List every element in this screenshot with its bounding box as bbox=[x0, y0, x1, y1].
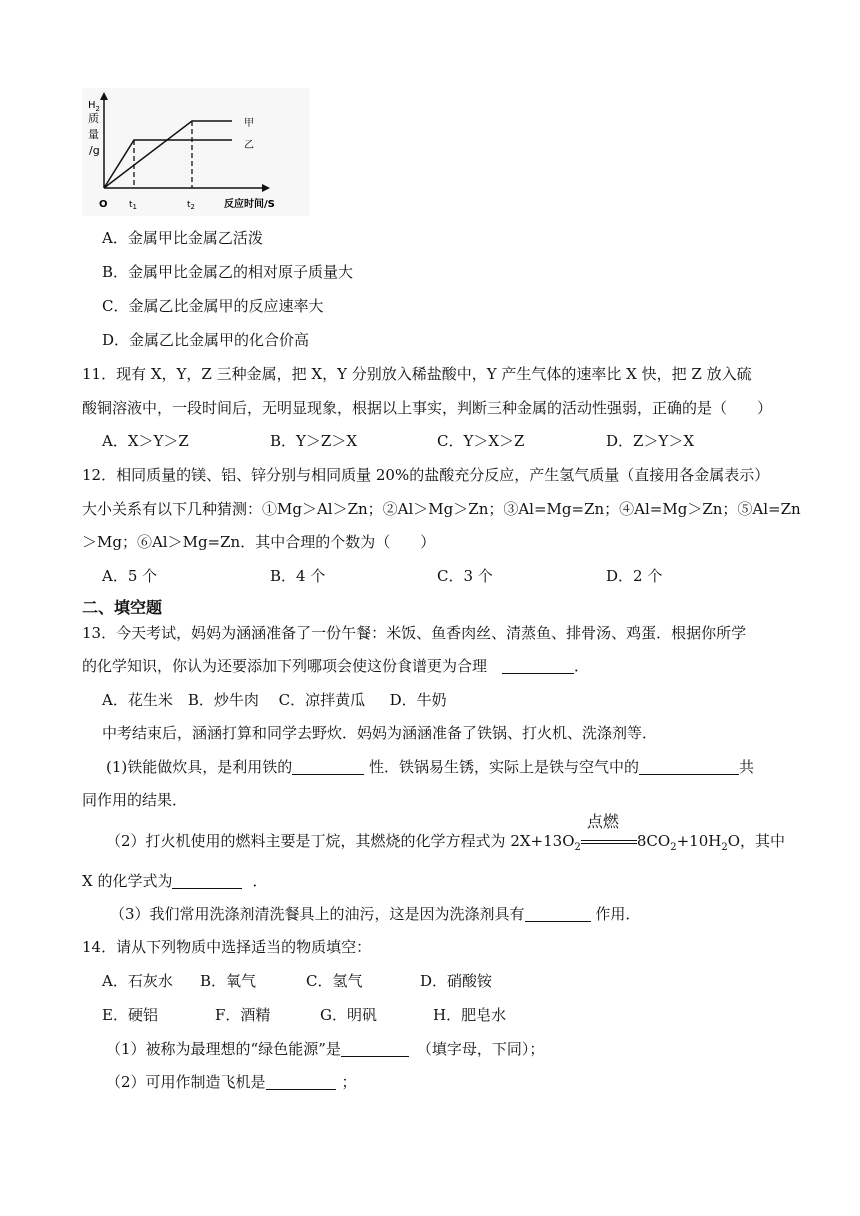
q14-part2 bbox=[106, 1071, 357, 1093]
q13-p2-sub: 2 bbox=[574, 842, 581, 853]
q13-p1-blank2[interactable] bbox=[639, 758, 739, 775]
q14-option-e: E．硬铝 bbox=[102, 1006, 158, 1024]
q12-option-a: A．5 个 bbox=[102, 567, 158, 585]
q10-option-d: D．金属乙比金属甲的化合价高 bbox=[102, 331, 310, 349]
line-jia bbox=[104, 121, 232, 188]
q12-option-d: D．2 个 bbox=[606, 567, 663, 585]
section-heading: 二、填空题 bbox=[82, 598, 163, 617]
equation-bar-bottom bbox=[581, 843, 637, 844]
reaction-graph-svg bbox=[82, 88, 309, 216]
q13-p2-end: O，其中 bbox=[727, 832, 786, 850]
q10-option-a: A．金属甲比金属乙活泼 bbox=[102, 229, 263, 247]
q11-option-c: C．Y＞X＞Z bbox=[437, 432, 525, 450]
q11-stem-line2: 酸铜溶液中，一段时间后，无明显现象，根据以上事实，判断三种金属的活动性强弱，正确的是（ ） bbox=[82, 399, 773, 417]
q13-intro: 中考结束后，涵涵打算和同学去野炊．妈妈为涵涵准备了铁锅、打火机、洗涤剂等． bbox=[102, 724, 658, 742]
q14-option-c: C．氢气 bbox=[306, 972, 363, 990]
q14-option-h: H．肥皂水 bbox=[433, 1006, 507, 1024]
q10-option-c: C．金属乙比金属甲的反应速率大 bbox=[102, 297, 324, 315]
q13-p2-sub3: 2 bbox=[721, 842, 728, 853]
q13-stem-text: 的化学知识，你认为还要添加下列哪项会使这份食谱更为合理 bbox=[82, 657, 503, 675]
origin-label: O bbox=[99, 199, 108, 210]
q10-option-b: B．金属甲比金属乙的相对原子质量大 bbox=[102, 263, 354, 281]
q14-option-g: G．明矾 bbox=[320, 1006, 377, 1024]
q13-p1-text2: 性．铁锅易生锈，实际上是铁与空气中的 bbox=[364, 758, 640, 776]
q14-p1-blank[interactable] bbox=[341, 1040, 409, 1057]
q13-p2-product1: 8CO bbox=[636, 832, 671, 850]
ylabel-zhi: 质 bbox=[88, 112, 99, 125]
ylabel-liang: 量 bbox=[88, 128, 99, 141]
equation-bar-top bbox=[581, 840, 637, 841]
q13-p1-text3: 共 bbox=[739, 758, 755, 776]
q13-p1-text: (1)铁能做炊具，是利用铁的 bbox=[106, 758, 293, 776]
q13-stem-line2 bbox=[82, 655, 589, 677]
q11-stem-line1: 11．现有 X，Y，Z 三种金属，把 X，Y 分别放入稀盐酸中，Y 产生气体的速率比 X 快，把 Z 放入硫 bbox=[82, 365, 752, 383]
reaction-graph bbox=[82, 88, 309, 216]
q14-option-f: F．酒精 bbox=[215, 1006, 271, 1024]
q13-stem-end: ． bbox=[574, 657, 590, 675]
x-axis-arrow bbox=[262, 184, 270, 192]
q12-stem-line3: ＞Mg；⑥Al＞Mg=Zn．其中合理的个数为（ ） bbox=[82, 533, 436, 551]
q12-stem-line2: 大小关系有以下几种猜测：①Mg＞Al＞Zn；②Al＞Mg＞Zn；③Al=Mg=Zn；④Al=Mg＞Zn；⑤Al=Zn bbox=[82, 500, 801, 518]
q13-p2-x-end: ． bbox=[252, 872, 268, 890]
t2-label: $t_2$ bbox=[187, 200, 195, 211]
q13-p2-blank[interactable] bbox=[172, 872, 242, 889]
q13-p2-x-text: X 的化学式为 bbox=[82, 872, 173, 890]
q13-p3-text: （3）我们常用洗涤剂清洗餐具上的油污，这是因为洗涤剂具有 bbox=[110, 905, 525, 923]
q12-option-b: B．4 个 bbox=[270, 567, 326, 585]
q11-option-a: A．X＞Y＞Z bbox=[102, 432, 189, 450]
q11-option-b: B．Y＞Z＞X bbox=[270, 432, 358, 450]
q14-option-b: B．氧气 bbox=[200, 972, 257, 990]
q13-p1-blank1[interactable] bbox=[292, 758, 364, 775]
q14-p2-end: ； bbox=[341, 1073, 357, 1091]
q14-p2-blank[interactable] bbox=[266, 1073, 336, 1090]
q13-part1-line2: 同作用的结果． bbox=[82, 791, 188, 809]
q14-p1-end: （填字母，下同）； bbox=[416, 1040, 545, 1058]
q13-p3-blank[interactable] bbox=[525, 905, 591, 922]
line-yi bbox=[104, 140, 232, 188]
q13-part2-line1 bbox=[106, 812, 786, 859]
q14-p2-text: （2）可用作制造飞机是 bbox=[106, 1073, 266, 1091]
t1-label: $t_1$ bbox=[129, 200, 137, 211]
q13-part1-line1 bbox=[106, 756, 754, 778]
xlabel: 反应时间/S bbox=[224, 199, 275, 210]
ylabel-h: $H_2$ bbox=[88, 100, 100, 113]
q12-stem-line1: 12．相同质量的镁、铝、锌分别与相同质量 20%的盐酸充分反应，产生氢气质量（直接用各金属表示） bbox=[82, 466, 770, 484]
y-axis-arrow bbox=[100, 92, 108, 100]
q14-part1 bbox=[106, 1038, 544, 1060]
q13-p2-sub2: 2 bbox=[670, 842, 677, 853]
q13-options: A．花生米 B．炒牛肉 C．凉拌黄瓜 D．牛奶 bbox=[102, 691, 447, 709]
ignite-condition: 点燃 bbox=[586, 812, 619, 831]
q11-option-d: D．Z＞Y＞X bbox=[606, 432, 695, 450]
ylabel-unit: /g bbox=[89, 144, 100, 157]
q13-answer-blank[interactable] bbox=[502, 657, 574, 674]
q14-p1-text: （1）被称为最理想的“绿色能源”是 bbox=[106, 1040, 341, 1058]
q13-part2-line2 bbox=[82, 870, 267, 892]
series-jia-label: 甲 bbox=[244, 118, 254, 129]
q12-option-c: C．3 个 bbox=[437, 567, 493, 585]
q13-p3-end: 作用． bbox=[590, 905, 641, 923]
q13-p2-text: （2）打火机使用的燃料主要是丁烷，其燃烧的化学方程式为 2X+13O bbox=[106, 832, 575, 850]
equation-condition bbox=[581, 812, 637, 851]
q13-stem-line1: 13．今天考试，妈妈为涵涵准备了一份午餐：米饭、鱼香肉丝、清蒸鱼、排骨汤、鸡蛋．根据你所学 bbox=[82, 624, 747, 642]
q13-p2-product2: +10H bbox=[676, 832, 722, 850]
series-yi-label: 乙 bbox=[244, 140, 254, 151]
q14-option-a: A．石灰水 bbox=[102, 972, 173, 990]
q14-stem: 14．请从下列物质中选择适当的物质填空： bbox=[82, 938, 372, 956]
q14-option-d: D．硝酸铵 bbox=[420, 972, 493, 990]
q13-part3 bbox=[110, 903, 640, 925]
